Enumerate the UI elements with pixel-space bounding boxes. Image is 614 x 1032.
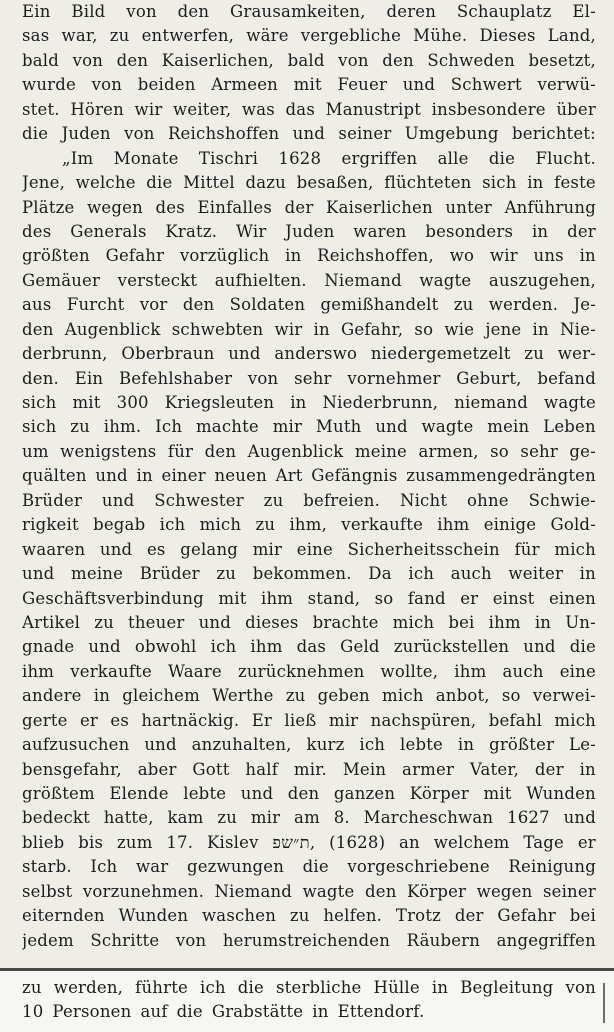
text-line: Artikel zu theuer und dieses brachte mich bei ihm in Un- <box>22 612 596 632</box>
text-line: stet. Hören wir weiter, was das Manustript insbesondere über <box>22 99 596 119</box>
text-line: um wenigstens für den Augenblick meine armen, so sehr ge- <box>22 441 596 461</box>
text-line: blieb bis zum 17. Kislev ת״שפ, (1628) an welchem Tage er <box>22 832 596 852</box>
article-continuation <box>22 976 596 1025</box>
text-line: 10 Personen auf die Grabstätte in Ettendorf. <box>22 1002 425 1022</box>
text-line: wurde von beiden Armeen mit Feuer und Schwert verwü- <box>22 75 596 95</box>
text-line: aufzusuchen und anzuhalten, kurz ich lebte in größter Le- <box>22 735 596 755</box>
text-line: Brüder und Schwester zu befreien. Nicht ohne Schwie- <box>22 490 596 510</box>
text-line: Plätze wegen des Einfalles der Kaiserlichen unter Anführung <box>22 197 596 217</box>
text-line: ihm verkaufte Waare zurücknehmen wollte, ihm auch eine <box>22 661 596 681</box>
text-line: quälten und in einer neuen Art Gefängnis zusammengedrängten <box>22 466 596 486</box>
text-line: sich zu ihm. Ich machte mir Muth und wagte mein Leben <box>22 417 596 437</box>
text-line: starb. Ich war gezwungen die vorgeschriebene Reinigung <box>22 857 596 877</box>
text-line: des Generals Kratz. Wir Juden waren besonders in der <box>22 221 596 241</box>
text-line: bensgefahr, aber Gott half mir. Mein armer Vater, der in <box>22 759 596 779</box>
text-line: die Juden von Reichshoffen und seiner Umgebung berichtet: <box>22 124 596 144</box>
text-line: und meine Brüder zu bekommen. Da ich auch weiter in <box>22 564 596 584</box>
text-line: sich mit 300 Kriegsleuten in Niederbrunn, niemand wagte <box>22 393 596 412</box>
text-line: jedem Schritte von herumstreichenden Räubern angegriffen <box>22 930 596 950</box>
text-line: gerte er es hartnäckig. Er ließ mir nachspüren, befahl mich <box>22 710 596 730</box>
text-line: größtem Elende lebte und den ganzen Körper mit Wunden <box>22 784 596 803</box>
text-line: bedeckt hatte, kam zu mir am 8. Marcheschwan 1627 und <box>22 808 596 828</box>
text-line: zu werden, führte ich die sterbliche Hülle in Begleitung von <box>22 978 596 997</box>
text-line: bald von den Kaiserlichen, bald von den Schweden besetzt, <box>22 50 596 70</box>
text-line: Jene, welche die Mittel dazu besaßen, flüchteten sich in feste <box>22 173 596 193</box>
text-line: Geschäftsverbindung mit ihm stand, so fand er einst einen <box>22 588 596 608</box>
text-line: derbrunn, Oberbraun und anderswo niedergemetzelt zu wer- <box>22 344 596 364</box>
text-line: selbst vorzunehmen. Niemand wagte den Körper wegen seiner <box>22 881 596 901</box>
text-line: Gemäuer versteckt aufhielten. Niemand wagte auszugehen, <box>22 270 596 290</box>
text-line: sas war, zu entwerfen, wäre vergebliche Mühe. Dieses Land, <box>22 26 596 46</box>
text-line: Ein Bild von den Grausamkeiten, deren Schauplatz El- <box>22 2 596 21</box>
text-line: den. Ein Befehlshaber von sehr vornehmer Geburt, befand <box>22 368 596 388</box>
text-line: den Augenblick schwebten wir in Gefahr, so wie jene in Nie- <box>22 319 596 339</box>
text-line: größten Gefahr vorzüglich in Reichshoffen, wo wir uns in <box>22 246 596 266</box>
text-line: aus Furcht vor den Soldaten gemißhandelt zu werden. Je- <box>22 295 596 315</box>
margin-rule <box>603 983 605 1023</box>
text-line: rigkeit begab ich mich zu ihm, verkaufte ihm einige Gold- <box>22 515 596 535</box>
text-line: „Im Monate Tischri 1628 ergriffen alle die Flucht. <box>62 148 596 168</box>
text-line: eiternden Wunden waschen zu helfen. Trotz der Gefahr bei <box>22 906 596 926</box>
text-line: waaren und es gelang mir eine Sicherheitsschein für mich <box>22 539 596 559</box>
text-line: andere in gleichem Werthe zu geben mich anbot, so verwei- <box>22 686 596 706</box>
article-body <box>22 0 596 953</box>
text-line: gnade und obwohl ich ihm das Geld zurückstellen und die <box>22 637 596 657</box>
